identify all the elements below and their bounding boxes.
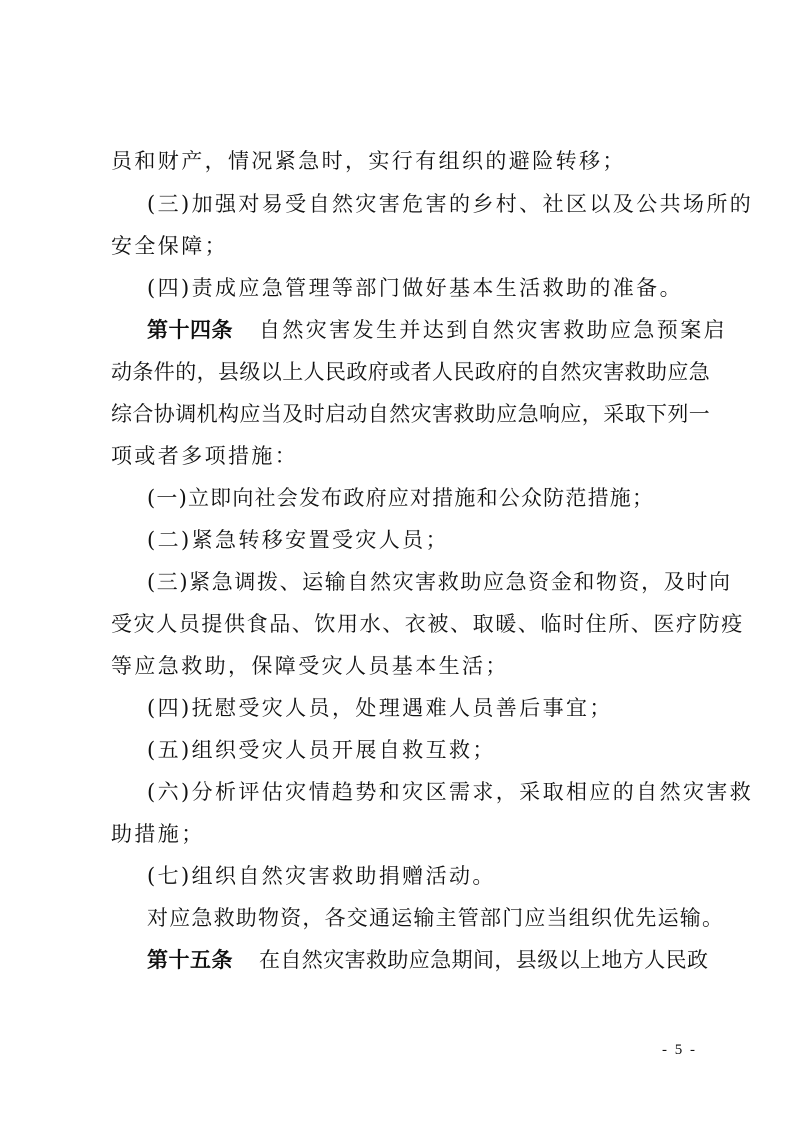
text-line: (四)责成应急管理等部门做好基本生活救助的准备。 — [147, 276, 683, 300]
text-line: 综合协调机构应当及时启动自然灾害救助应急响应，采取下列一 — [111, 402, 711, 426]
text-line: (三)加强对易受自然灾害危害的乡村、社区以及公共场所的 — [147, 192, 754, 216]
text-line: (六)分析评估灾情趋势和灾区需求，采取相应的自然灾害救 — [147, 780, 754, 804]
text-line: 受灾人员提供食品、饮用水、衣被、取暖、临时住所、医疗防疫 — [111, 612, 744, 636]
text-line: 员和财产，情况紧急时，实行有组织的避险转移； — [111, 149, 626, 173]
text-line: (三)紧急调拨、运输自然灾害救助应急资金和物资，及时向 — [147, 570, 732, 594]
text-line: 对应急救助物资，各交通运输主管部门应当组织优先运输。 — [147, 906, 725, 930]
article-heading-15: 第十五条 — [147, 948, 233, 972]
article-heading-14: 第十四条 — [147, 318, 233, 342]
text-line: (二)紧急转移安置受灾人员； — [147, 528, 449, 552]
text-line: (五)组织受灾人员开展自救互救； — [147, 738, 496, 762]
text-line: 安全保障； — [111, 234, 228, 258]
text-line: 动条件的，县级以上人民政府或者人民政府的自然灾害救助应急 — [111, 360, 711, 384]
text-line: (一)立即向社会发布政府应对措施和公众防范措施； — [147, 486, 655, 510]
article-paragraph — [0, 315, 793, 345]
text-line: 项或者多项措施： — [111, 444, 299, 468]
text-line: (四)抚慰受灾人员，处理遇难人员善后事宜； — [147, 696, 613, 720]
text-line: 自然灾害发生并达到自然灾害救助应急预案启 — [259, 318, 727, 342]
text-line: 助措施； — [111, 822, 205, 846]
text-line: 等应急救助，保障受灾人员基本生活； — [111, 654, 509, 678]
article-paragraph — [0, 945, 793, 975]
page-number: - 5 - — [662, 1042, 697, 1058]
text-line: 在自然灾害救助应急期间，县级以上地方人民政 — [259, 948, 709, 972]
text-line: (七)组织自然灾害救助捐赠活动。 — [147, 864, 496, 888]
